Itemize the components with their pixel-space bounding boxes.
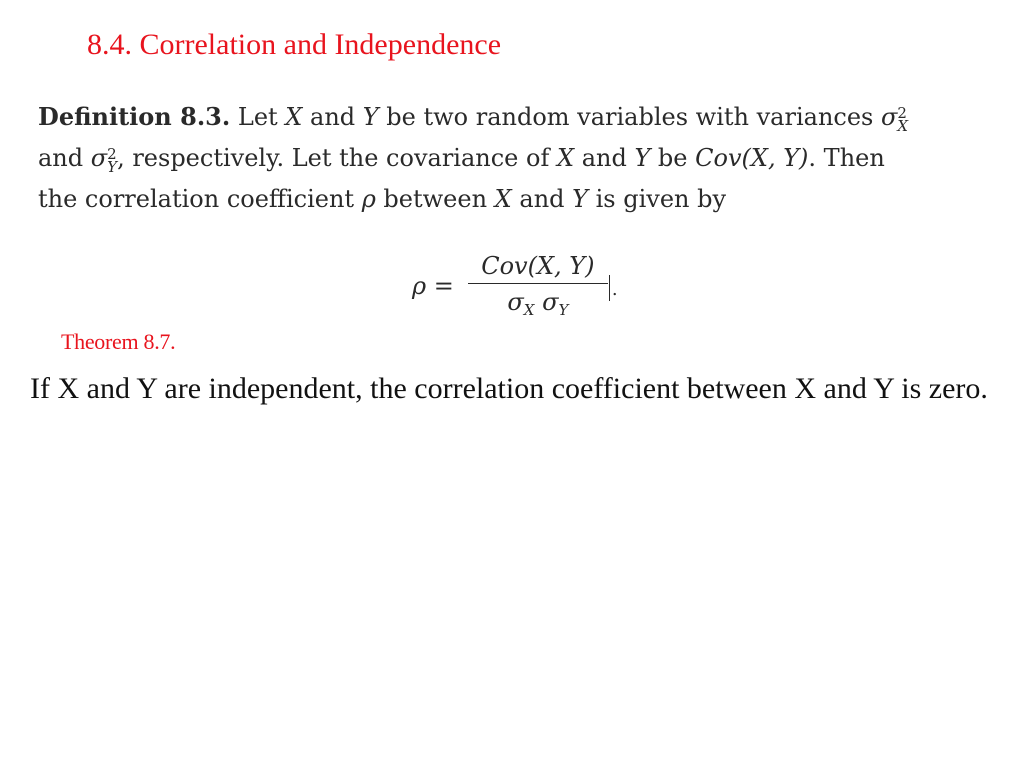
sigma-symbol: σ bbox=[90, 144, 108, 172]
definition-text: be bbox=[650, 144, 696, 172]
formula-numerator: Cov(X, Y) bbox=[481, 252, 595, 280]
formula-denominator bbox=[507, 284, 568, 319]
superscript: 2 bbox=[107, 145, 117, 163]
definition-text: and bbox=[38, 144, 91, 172]
definition-text: , respectively. Let the covariance of bbox=[117, 144, 557, 172]
sigma-x-script bbox=[897, 104, 909, 135]
cov-function: Cov bbox=[695, 144, 742, 172]
definition-text: between bbox=[375, 185, 495, 213]
definition-label: Definition 8.3. bbox=[38, 102, 231, 131]
definition-text: and bbox=[574, 144, 635, 172]
definition-text: the correlation coefficient bbox=[38, 185, 362, 213]
slide-title: 8.4. Correlation and Independence bbox=[87, 28, 502, 61]
rho-symbol: ρ bbox=[361, 185, 376, 213]
sigma-y-script bbox=[107, 145, 118, 176]
sigma-symbol: σ bbox=[880, 103, 898, 131]
sigma-symbol: σ bbox=[507, 288, 524, 316]
definition-block bbox=[38, 96, 998, 220]
subscript: X bbox=[523, 301, 535, 319]
definition-text: and bbox=[511, 185, 573, 213]
definition-text: Let bbox=[237, 103, 286, 131]
correlation-formula bbox=[412, 252, 618, 319]
variable-y: Y bbox=[572, 185, 588, 213]
formula-period: . bbox=[611, 279, 618, 300]
definition-line-1 bbox=[38, 96, 998, 138]
variable-y: Y bbox=[634, 144, 651, 172]
superscript: 2 bbox=[897, 104, 907, 122]
formula-fraction bbox=[468, 252, 608, 319]
definition-text: . Then bbox=[808, 144, 885, 172]
variable-y: Y bbox=[362, 103, 379, 131]
variable-x: X bbox=[556, 144, 575, 172]
variable-x: X bbox=[494, 185, 512, 213]
text-cursor bbox=[609, 275, 610, 301]
formula-lhs: ρ = bbox=[412, 271, 454, 300]
definition-text: is given by bbox=[588, 185, 727, 213]
subscript: Y bbox=[107, 158, 118, 176]
subscript: Y bbox=[558, 301, 569, 319]
definition-line-3 bbox=[38, 179, 998, 220]
variable-x: X bbox=[285, 103, 303, 131]
definition-line-2 bbox=[38, 138, 998, 179]
definition-text: be two random variables with variances bbox=[378, 103, 881, 131]
cov-arguments: (X, Y) bbox=[741, 144, 809, 172]
theorem-label: Theorem 8.7. bbox=[61, 329, 176, 354]
sigma-symbol: σ bbox=[534, 288, 559, 316]
definition-text: and bbox=[302, 103, 363, 131]
theorem-statement: If X and Y are independent, the correlation coefficient between X and Y is zero. bbox=[30, 372, 988, 405]
subscript: X bbox=[897, 117, 909, 135]
